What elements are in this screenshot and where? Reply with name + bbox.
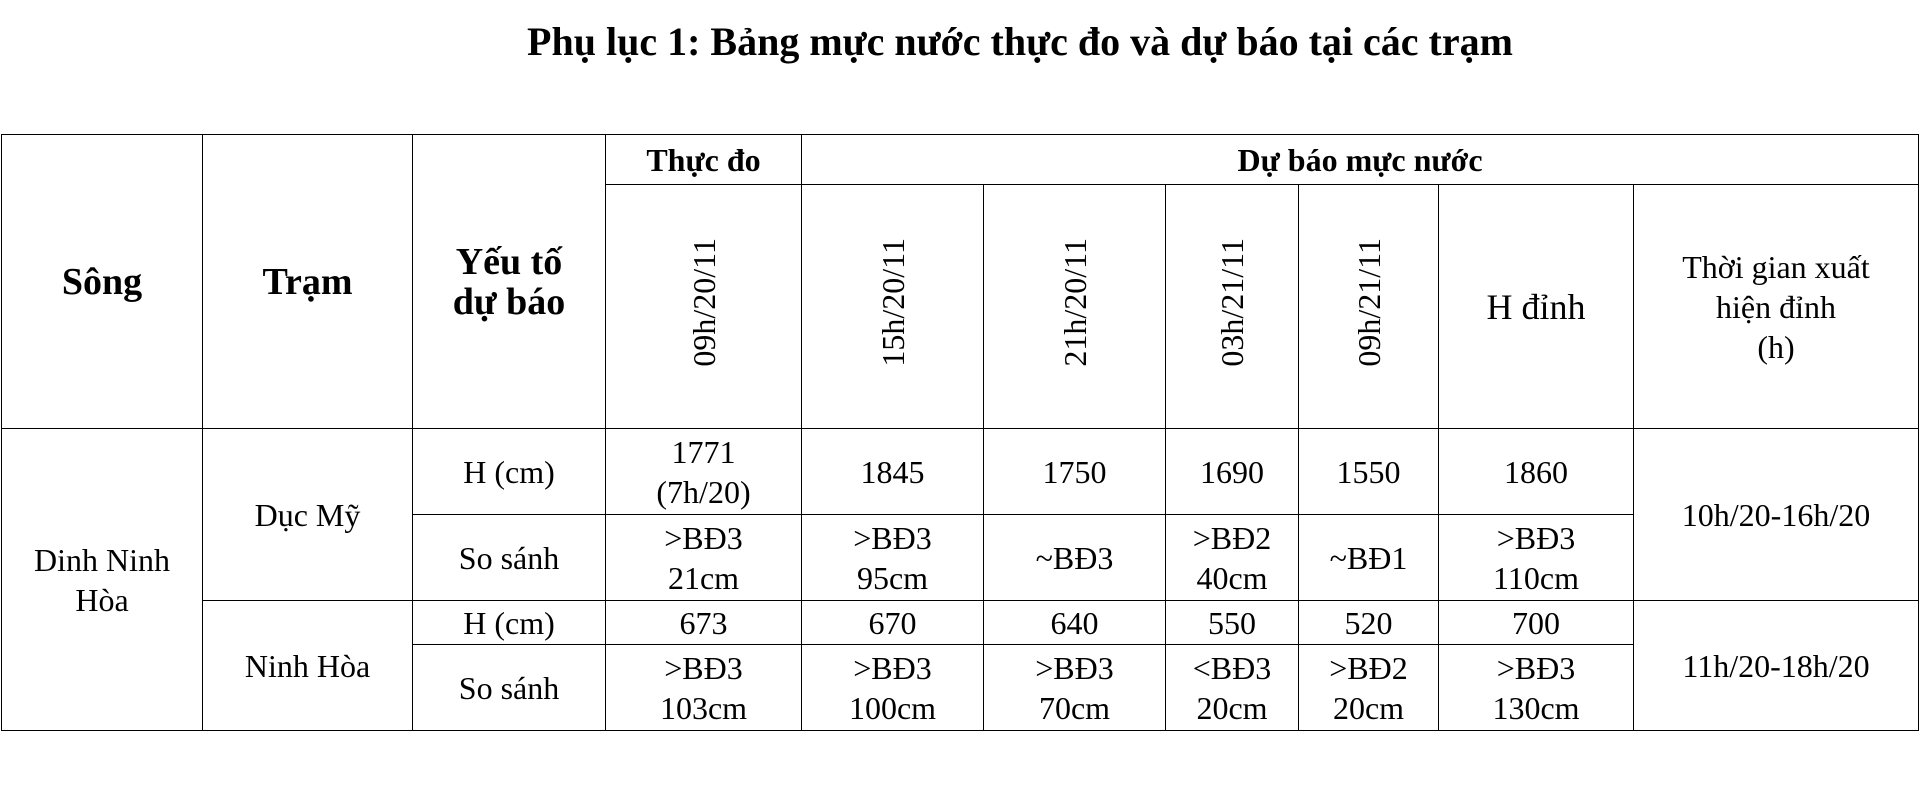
- value-line2: 20cm: [1332, 689, 1405, 726]
- value-cell: [984, 429, 1166, 515]
- header-yeu-to-line2: dự báo: [452, 280, 566, 323]
- station-name: Ninh Hòa: [203, 601, 413, 731]
- value-line1: ~BĐ1: [1329, 539, 1408, 576]
- header-time-label: 03h/21/11: [1214, 237, 1250, 367]
- value-line1: <BĐ3: [1192, 649, 1272, 686]
- header-time-2: [984, 185, 1166, 429]
- value-line1: >BĐ3: [853, 519, 932, 556]
- value-line2: 20cm: [1196, 689, 1268, 726]
- factor-label: So sánh: [413, 645, 606, 731]
- value-cell: 520: [1299, 601, 1439, 645]
- value-line2: (7h/20): [656, 473, 751, 510]
- header-time-0: [606, 185, 802, 429]
- value-line1: >BĐ2: [1192, 519, 1272, 556]
- value-line1: >BĐ3: [664, 519, 743, 556]
- value-cell: [984, 645, 1166, 731]
- header-tram: Trạm: [203, 135, 413, 429]
- value-cell: [1299, 515, 1439, 601]
- header-thoi-gian-line3: (h): [1757, 328, 1795, 365]
- header-h-dinh: H đỉnh: [1439, 185, 1634, 429]
- value-line2: 40cm: [1196, 559, 1268, 596]
- header-du-bao: Dự báo mực nước: [802, 135, 1919, 185]
- value-cell: [1439, 515, 1634, 601]
- value-line2: 110cm: [1493, 559, 1579, 596]
- header-yeu-to-line1: Yếu tố: [455, 240, 563, 283]
- header-time-3: [1166, 185, 1299, 429]
- peak-time: 10h/20-16h/20: [1634, 429, 1919, 601]
- header-yeu-to: [413, 135, 606, 429]
- value-cell: [984, 515, 1166, 601]
- header-thoi-gian: [1634, 185, 1919, 429]
- value-line1: >BĐ3: [1035, 649, 1114, 686]
- table-row: [2, 429, 1919, 515]
- value-line1: >BĐ3: [1496, 649, 1576, 686]
- value-line1: >BĐ2: [1329, 649, 1408, 686]
- value-cell: [1166, 645, 1299, 731]
- value-line1: >BĐ3: [1496, 519, 1576, 556]
- value-line2: 100cm: [848, 689, 937, 726]
- river-cell: [2, 429, 203, 731]
- value-cell: 550: [1166, 601, 1299, 645]
- value-line2: 70cm: [1038, 689, 1111, 726]
- page-title: Phụ lục 1: Bảng mực nước thực đo và dự báo tại các trạm: [527, 19, 1513, 64]
- value-cell: 640: [984, 601, 1166, 645]
- table-row: [2, 601, 1919, 645]
- value-line2: 21cm: [667, 559, 740, 596]
- value-line2: 130cm: [1492, 689, 1580, 726]
- header-thoi-gian-line1: Thời gian xuất: [1682, 248, 1870, 285]
- header-time-4: [1299, 185, 1439, 429]
- value-line1: 1860: [1504, 453, 1568, 490]
- header-time-label: 09h/20/11: [685, 237, 722, 367]
- header-time-label: 21h/20/11: [1056, 237, 1093, 367]
- value-cell: [606, 645, 802, 731]
- river-line2: Hòa: [75, 581, 129, 618]
- header-row-1: [2, 135, 1919, 185]
- value-line1: 1550: [1336, 453, 1401, 490]
- header-song: Sông: [2, 135, 203, 429]
- header-time-label: 09h/21/11: [1350, 237, 1387, 367]
- value-line1: 1845: [860, 453, 925, 490]
- station-name: Dục Mỹ: [203, 429, 413, 601]
- factor-label: H (cm): [413, 429, 606, 515]
- value-line1: ~BĐ3: [1035, 539, 1114, 576]
- value-line1: >BĐ3: [853, 649, 932, 686]
- value-cell: [802, 515, 984, 601]
- value-cell: 670: [802, 601, 984, 645]
- value-cell: [1166, 429, 1299, 515]
- value-line2: 95cm: [856, 559, 929, 596]
- value-line1: >BĐ3: [664, 649, 743, 686]
- header-time-1: [802, 185, 984, 429]
- value-cell: 700: [1439, 601, 1634, 645]
- value-cell: [1439, 429, 1634, 515]
- value-cell: [606, 429, 802, 515]
- header-time-label: 15h/20/11: [874, 237, 911, 367]
- value-line1: 1771: [671, 433, 736, 470]
- header-thoi-gian-line2: hiện đỉnh: [1716, 288, 1836, 325]
- water-level-table: [1, 134, 1919, 731]
- peak-time: 11h/20-18h/20: [1634, 601, 1919, 731]
- value-cell: [802, 645, 984, 731]
- value-cell: [1299, 645, 1439, 731]
- factor-label: So sánh: [413, 515, 606, 601]
- value-line2: 103cm: [659, 689, 748, 726]
- value-line1: 1750: [1042, 453, 1107, 490]
- value-line1: 1690: [1200, 453, 1264, 490]
- factor-label: H (cm): [413, 601, 606, 645]
- value-cell: [802, 429, 984, 515]
- value-cell: [1439, 645, 1634, 731]
- river-line1: Dinh Ninh: [34, 541, 170, 578]
- value-cell: [1166, 515, 1299, 601]
- value-cell: 673: [606, 601, 802, 645]
- header-thuc-do: Thực đo: [606, 135, 802, 185]
- value-cell: [606, 515, 802, 601]
- value-cell: [1299, 429, 1439, 515]
